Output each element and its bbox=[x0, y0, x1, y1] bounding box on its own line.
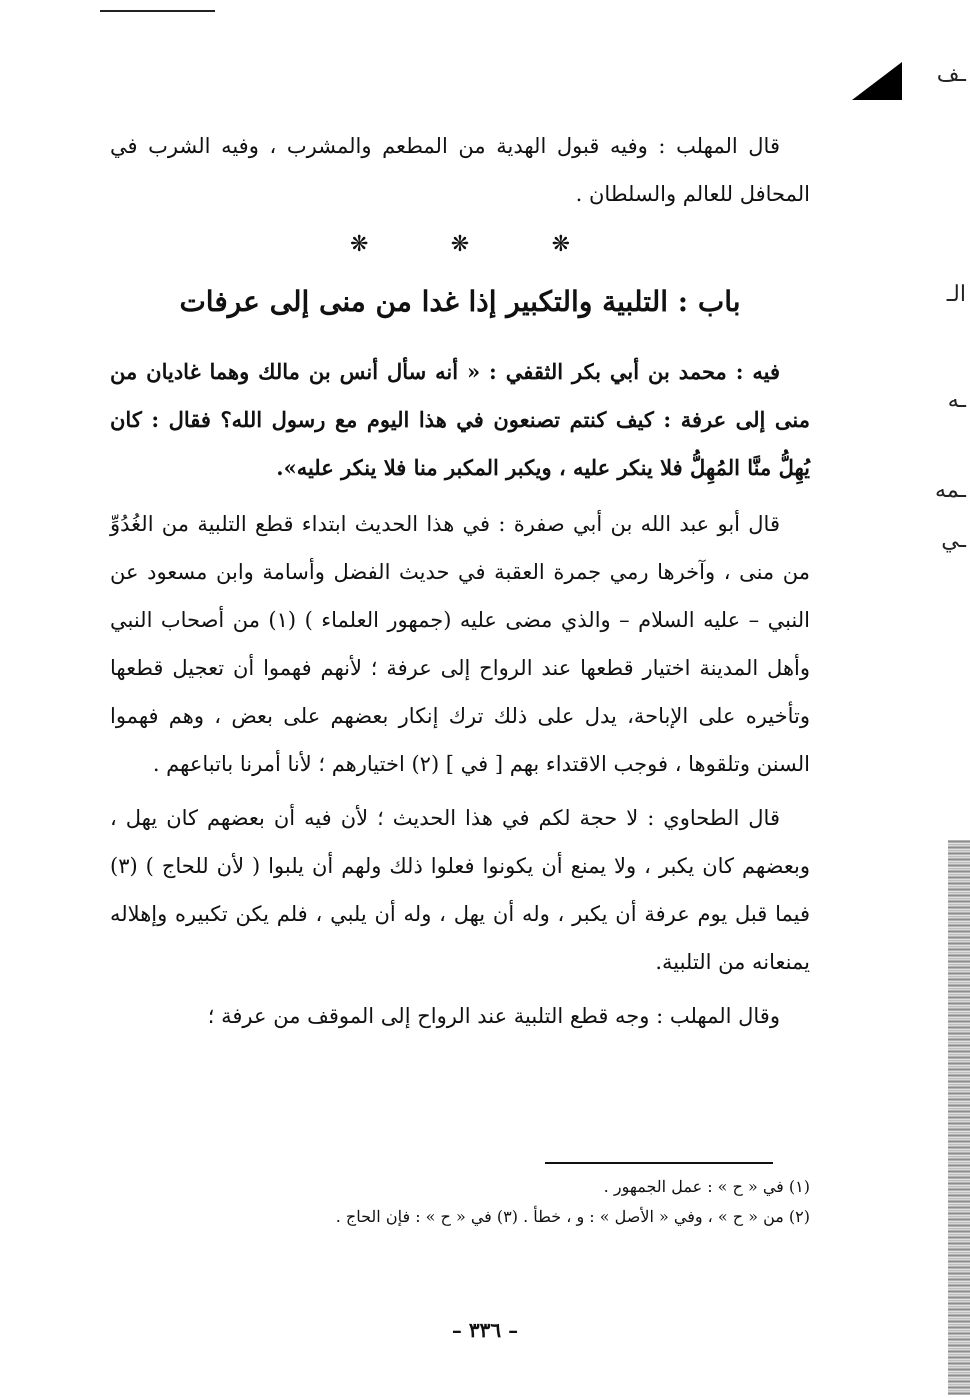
separator-asterisk: ❋ bbox=[450, 232, 470, 257]
footnote-divider bbox=[545, 1162, 773, 1164]
chapter-title: باب : التلبية والتكبير إذا غدا من منى إلى عرفات bbox=[179, 285, 741, 318]
commentary-paragraph-ibn-abi-sufra: قال أبو عبد الله بن أبي صفرة : في هذا الحديث ابتداء قطع التلبية من الغُدُوِّ من منى ، وآخرها رمي جمرة العقبة في حديث الفضل وأسامة وابن مسعود عن النبي – عليه السلام – والذي مضى عليه (جمهور العلماء ) (١) من أصحاب النبي وأهل المدينة اختيار قطعها عند الرواح إلى عرفة ؛ لأنهم فهموا أن تعجيل قطعها وتأخيره على الإباحة، يدل على ذلك ترك إنكار بعضهم على بعض ، وهم فهموا السنن وتلقوها ، فوجب الاقتداء بهم [ في ] (٢) اختيارهم ؛ لأنا أمرنا باتباعهم . bbox=[110, 512, 810, 776]
edge-fragment-2: الـ bbox=[946, 282, 966, 307]
footnote-2-3: (٢) من « ح » ، وفي « الأصل » : و ، خطأ . (٣) في « ح » : فإن الحاج . bbox=[335, 1207, 810, 1226]
section-separator bbox=[350, 232, 570, 257]
edge-fragment-4: ـمه bbox=[935, 478, 966, 503]
top-rule bbox=[100, 10, 215, 12]
opening-paragraph-block bbox=[110, 122, 810, 218]
commentary-paragraph-tahawi: قال الطحاوي : لا حجة لكم في هذا الحديث ؛ لأن فيه أن بعضهم كان يهل ، وبعضهم كان يكبر ، ولا يمنع أن يكونوا فعلوا ذلك ولهم أن يلبوا ( لأن للحاج ) (٣) فيما قبل يوم عرفة أن يكبر ، وله أن يهل ، وله أن يلبي ، فلم يكن تكبيره وإهلاله يمنعانه من التلبية. bbox=[110, 806, 810, 974]
edge-fragment-1: ـف bbox=[936, 62, 966, 87]
edge-fragment-5: ـي bbox=[941, 528, 966, 553]
commentary-paragraph-muhallab: وقال المهلب : وجه قطع التلبية عند الرواح إلى الموقف من عرفة ؛ bbox=[207, 1004, 780, 1028]
footnote-1: (١) في « ح » : عمل الجمهور . bbox=[603, 1177, 810, 1196]
separator-asterisk: ❋ bbox=[551, 232, 570, 257]
corner-triangle-mark bbox=[852, 50, 902, 100]
footnotes bbox=[110, 1172, 810, 1232]
opening-paragraph: قال المهلب : وفيه قبول الهدية من المطعم والمشرب ، وفيه الشرب في المحافل للعالم والسلطان . bbox=[110, 134, 810, 206]
page-number: – ٣٣٦ – bbox=[451, 1318, 519, 1342]
scanned-edge-strip bbox=[948, 840, 970, 1395]
hadith-text: فيه : محمد بن أبي بكر الثقفي : « أنه سأل أنس بن مالك وهما غاديان من منى إلى عرفة : كيف كنتم تصنعون في هذا اليوم مع رسول الله؟ فقال : كان يُهِلُّ منَّا المُهِلُّ فلا ينكر عليه ، ويكبر المكبر منا فلا ينكر عليه». bbox=[110, 359, 810, 480]
separator-asterisk: ❋ bbox=[350, 232, 369, 257]
hadith-block bbox=[110, 348, 810, 492]
edge-fragment-3: ـه bbox=[947, 388, 966, 413]
commentary-block bbox=[110, 500, 810, 1040]
